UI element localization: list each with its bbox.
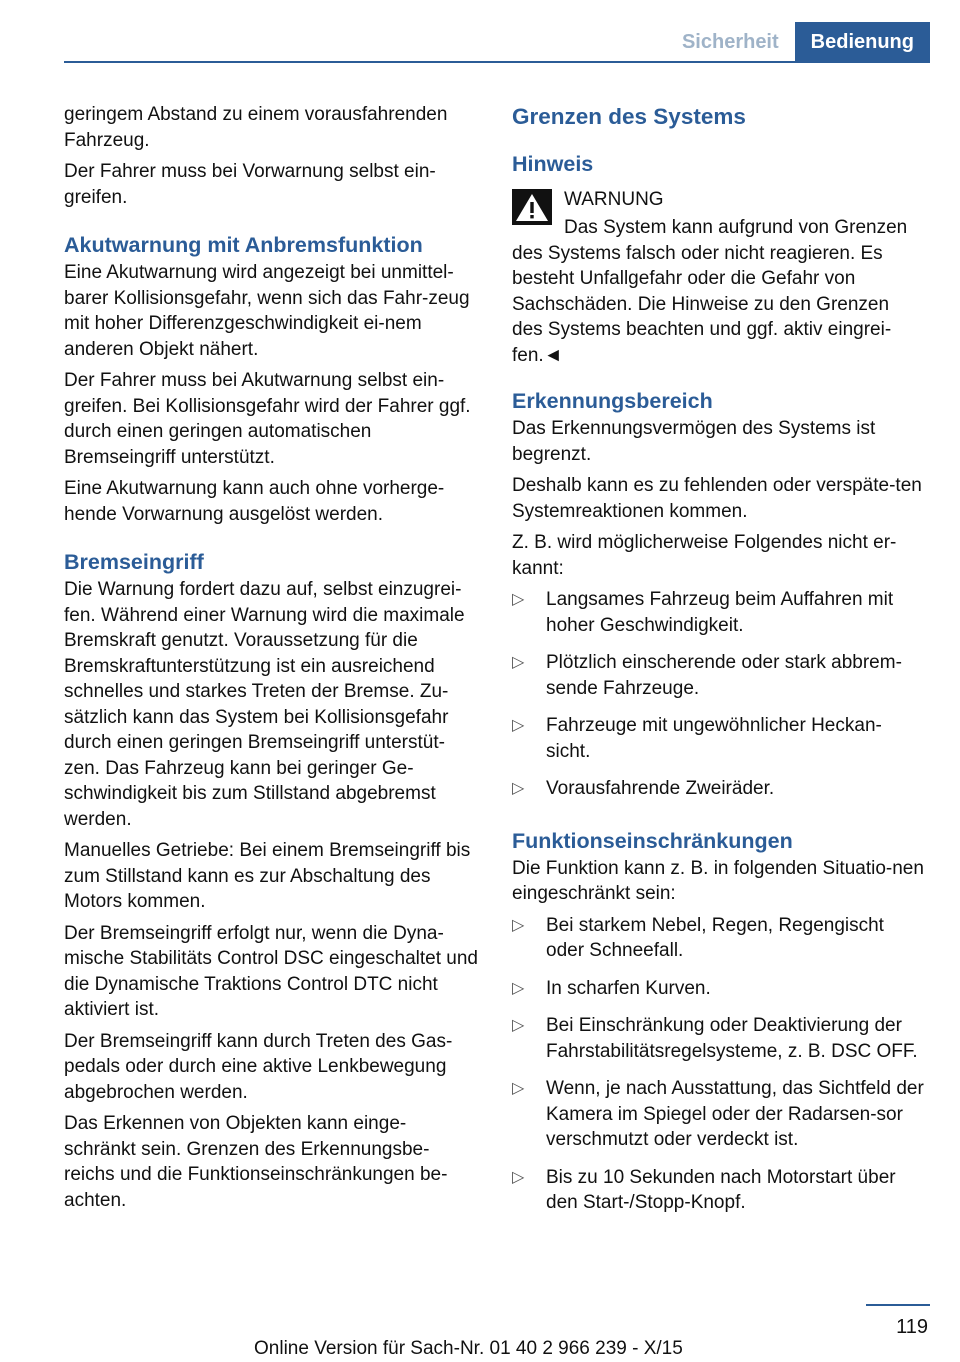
list-item: [512, 1076, 924, 1159]
list-item-text: Bis zu 10 Sekunden nach Motorstart über den Start-/Stopp-Knopf.: [546, 1166, 896, 1213]
list-item-text: In scharfen Kurven.: [546, 977, 711, 999]
paragraph: Der Bremseingriff erfolgt nur, wenn die Dyna-mische Stabilitäts Control DSC eingeschaltet und die Dynamische Traktions Control DTC nicht aktiviert ist.: [64, 922, 478, 1020]
bullet-icon: ▷: [512, 1017, 525, 1034]
warning-label: WARNUNG: [564, 189, 664, 210]
paragraph: Manuelles Getriebe: Bei einem Bremseingriff bis zum Stillstand kann es zur Abschaltung des Motors kommen.: [64, 840, 471, 912]
paragraph: geringem Abstand zu einem vorausfahrenden Fahrzeug.: [64, 104, 448, 151]
list-item: [512, 650, 924, 707]
bullet-icon: ▷: [512, 979, 525, 997]
list-item: [512, 587, 924, 644]
heading-bremseingriff: Bremseingriff: [64, 550, 204, 574]
list-erkennung: [512, 587, 924, 808]
heading-grenzen: Grenzen des Systems: [512, 104, 746, 129]
paragraph: Eine Akutwarnung wird angezeigt bei unmittel-barer Kollisionsgefahr, wenn sich das Fahr-zeug mit hoher Differenzgeschwindigkeit ei-nem anderen Objekt nähert.: [64, 262, 470, 360]
list-item-text: Langsames Fahrzeug beim Auffahren mit hoher Geschwindigkeit.: [546, 589, 894, 636]
paragraph: Die Funktion kann z. B. in folgenden Situatio-nen eingeschränkt sein:: [512, 857, 924, 904]
bullet-icon: ▷: [512, 717, 525, 734]
list-item: [512, 1165, 924, 1222]
end-marker: ◄: [543, 344, 563, 366]
tab-sicherheit[interactable]: Sicherheit: [666, 22, 795, 62]
warning-triangle-icon: [512, 189, 552, 225]
bullet-icon: ▷: [512, 916, 525, 934]
list-item: [512, 713, 924, 770]
bullet-icon: ▷: [512, 780, 525, 797]
bullet-icon: ▷: [512, 1168, 525, 1186]
bullet-icon: ▷: [512, 654, 525, 671]
warning-text: [512, 215, 924, 368]
header-rule: [64, 61, 930, 63]
footer-version-text: Online Version für Sach-Nr. 01 40 2 966 239 - X/15: [254, 1338, 683, 1359]
heading-akutwarnung: Akutwarnung mit Anbremsfunktion: [64, 233, 423, 257]
tab-bedienung[interactable]: Bedienung: [795, 22, 930, 62]
list-item: [512, 776, 924, 808]
paragraph: Der Fahrer muss bei Akutwarnung selbst ein-greifen. Bei Kollisionsgefahr wird der Fahrer ggf. durch einen geringen automatischen Bremseingriff unterstützt.: [64, 370, 471, 468]
right-column: [512, 102, 924, 1228]
paragraph: Das Erkennungsvermögen des Systems ist begrenzt.: [512, 418, 876, 465]
left-column: [64, 102, 478, 1219]
paragraph: Das Erkennen von Objekten kann einge-schränkt sein. Grenzen des Erkennungsbe-reichs und die Funktionseinschränkungen be-achten.: [64, 1113, 448, 1211]
paragraph: Der Bremseingriff kann durch Treten des Gas-pedals oder durch eine aktive Lenkbewegung abgebrochen werden.: [64, 1030, 453, 1103]
paragraph: Deshalb kann es zu fehlenden oder verspäte-ten Systemreaktionen kommen.: [512, 475, 922, 522]
list-item-text: Vorausfahrende Zweiräder.: [546, 778, 775, 799]
list-item-text: Bei Einschränkung oder Deaktivierung der Fahrstabilitätsregelsysteme, z. B. DSC OFF.: [546, 1015, 918, 1062]
list-item: [512, 976, 924, 1008]
list-item-text: Bei starkem Nebel, Regen, Regengischt oder Schneefall.: [546, 914, 884, 961]
warning-box: [512, 185, 924, 368]
list-item-text: Plötzlich einscherende oder stark abbrem-sende Fahrzeuge.: [546, 652, 902, 699]
paragraph: Eine Akutwarnung kann auch ohne vorherge-hende Vorwarnung ausgelöst werden.: [64, 478, 445, 525]
bullet-icon: ▷: [512, 1080, 525, 1097]
footer-rule: [866, 1304, 930, 1306]
list-item-text: Fahrzeuge mit ungewöhnlicher Heckan-sicht.: [546, 715, 882, 762]
list-item: [512, 913, 924, 970]
warning-body: Das System kann aufgrund von Grenzen des Systems falsch oder nicht reagieren. Es besteht Unfallgefahr oder die Gefahr von Sachschäden. Die Hinweise zu den Grenzen des Systems beachten und ggf. aktiv eingrei-fen.: [512, 217, 908, 366]
heading-erkennungsbereich: Erkennungsbereich: [512, 389, 713, 413]
list-item-text: Wenn, je nach Ausstattung, das Sichtfeld der Kamera im Spiegel oder der Radarsen-sor verschmutzt oder verdeckt ist.: [546, 1078, 924, 1150]
chapter-tabs: [666, 22, 930, 62]
heading-hinweis: Hinweis: [512, 152, 594, 176]
paragraph: Die Warnung fordert dazu auf, selbst einzugrei-fen. Während einer Warnung wird die maximale Bremskraft genutzt. Voraussetzung für die Bremskraftunterstützung ist ein ausreichend schnelles und starkes Treten der Bremse. Zu-sätzlich kann das System bei Kollisionsgefahr durch einen geringen Bremseingriff unterstüt-zen. Das Fahrzeug kann bei geringer Ge-schwindigkeit bis zum Stillstand abgebremst werden.: [64, 579, 465, 830]
paragraph: Z. B. wird möglicherweise Folgendes nicht er-kannt:: [512, 532, 897, 579]
bullet-icon: ▷: [512, 591, 525, 608]
page-number: 119: [896, 1316, 928, 1338]
list-funktion: [512, 913, 924, 1222]
paragraph: Der Fahrer muss bei Vorwarnung selbst ein-greifen.: [64, 161, 436, 208]
heading-funktionseinschraenkungen: Funktionseinschränkungen: [512, 828, 793, 853]
list-item: [512, 1013, 924, 1070]
